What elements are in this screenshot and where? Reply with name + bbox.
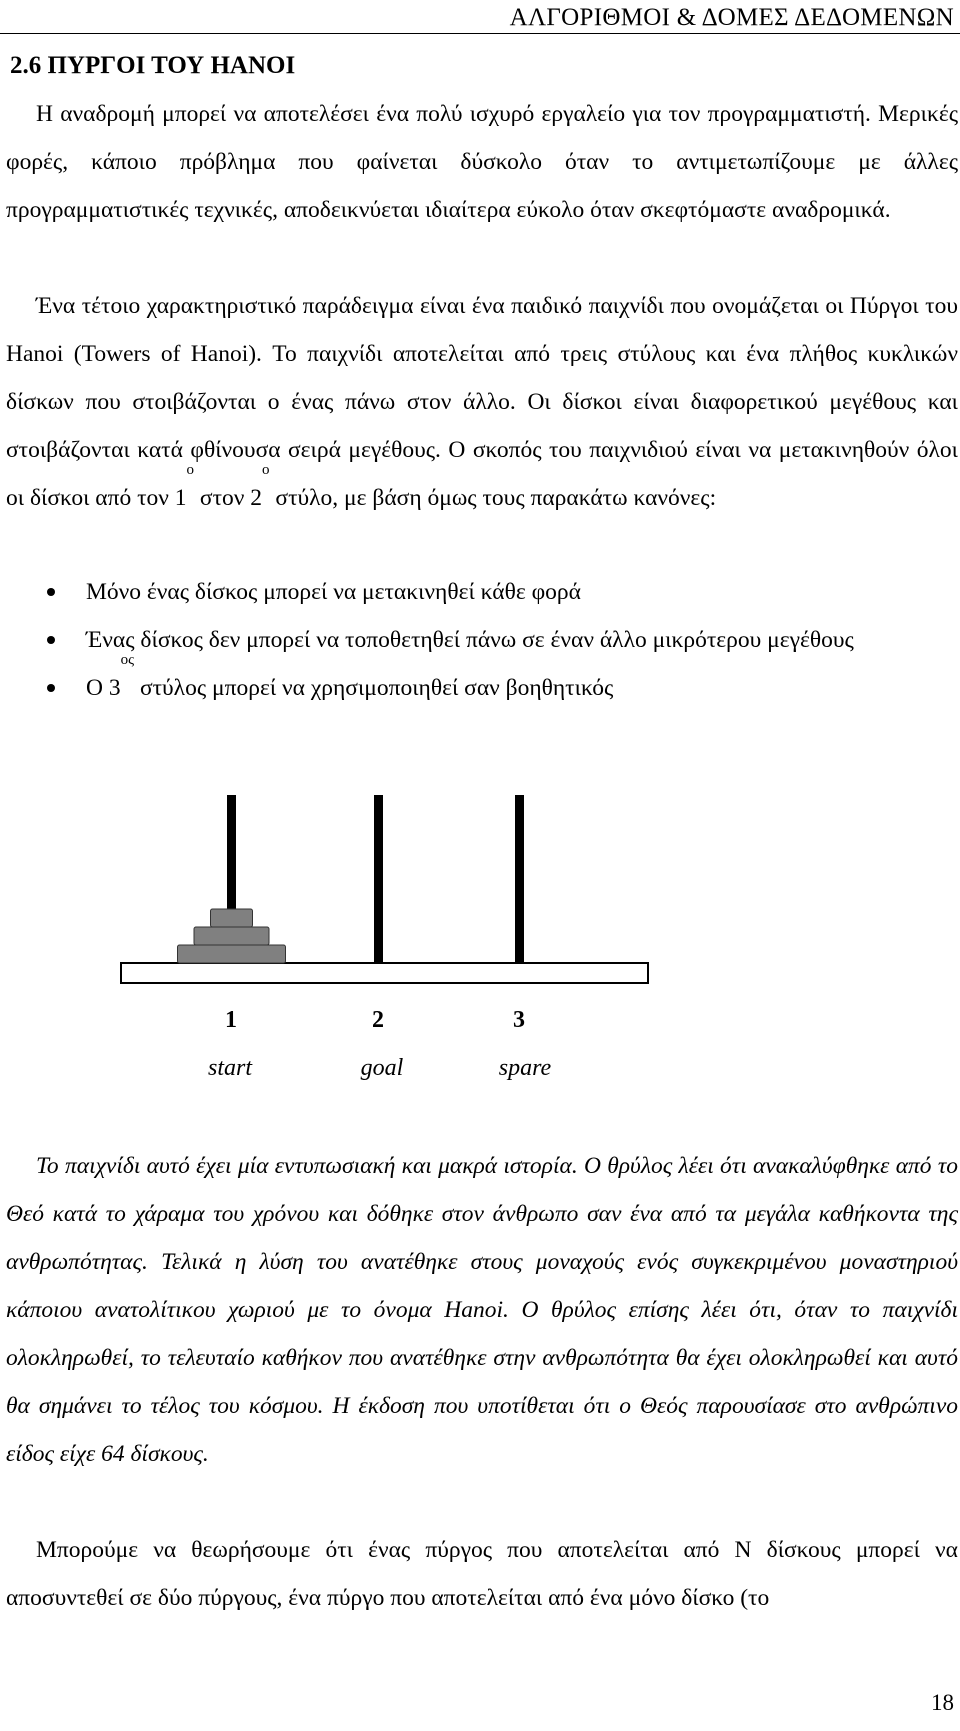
paragraph-game-description-text: στύλο, με βάση όμως τους παρακάτω κανόνες: xyxy=(269,485,717,511)
rule-text: στύλος μπορεί να χρησιμοποιηθεί σαν βοηθητικός xyxy=(134,675,614,701)
rule-item xyxy=(6,652,958,712)
bullet-icon xyxy=(47,636,55,644)
peg-number-2: 2 xyxy=(372,1007,384,1033)
ordinal-superscript: ο xyxy=(262,462,270,478)
towers-of-hanoi-figure xyxy=(0,780,960,1110)
paragraph-decomposition: Μπορούμε να θεωρήσουμε ότι ένας πύργος που αποτελείται από Ν δίσκους μπορεί να αποσυντεθεί σε δύο πύργους, ένα πύργο που αποτελείται από ένα μόνο δίσκο (το xyxy=(6,1537,958,1611)
paragraph-game-description-text: Ένα τέτοιο χαρακτηριστικό παράδειγμα είναι ένα παιδικό παιχνίδι που ονομάζεται οι Πύργοι του Hanoi (Towers of Hanoi). Το παιχνίδι αποτελείται από τρεις στύλους και ένα πλήθος κυκλικών δίσκων που στοιβάζονται ο ένας πάνω στον άλλο. Οι δίσκοι είναι διαφορετικού μεγέθους και στοιβάζονται κατά φθίνουσα σειρά μεγέθους. Ο σκοπός του παιχνιδιού είναι να μετακινηθούν όλοι οι δίσκοι από τον 1 xyxy=(6,293,958,511)
base-board xyxy=(121,963,648,983)
paragraph-game-description xyxy=(6,282,958,522)
rule-text: Μόνο ένας δίσκος μπορεί να μετακινηθεί κάθε φορά xyxy=(86,579,581,605)
peg-3 xyxy=(515,795,524,963)
disk-stack xyxy=(178,909,286,963)
rule-text: Ένας δίσκος δεν μπορεί να τοποθετηθεί πάνω σε έναν άλλο μικρότερου μεγέθους xyxy=(86,627,854,653)
bullet-icon xyxy=(47,684,55,692)
running-header: ΑΛΓΟΡΙΘΜΟΙ & ΔΟΜΕΣ ΔΕΔΟΜΕΝΩΝ xyxy=(509,4,954,31)
peg-2 xyxy=(374,795,383,963)
peg-number-1: 1 xyxy=(225,1007,237,1033)
paragraph-legend: Το παιχνίδι αυτό έχει μία εντυπωσιακή και μακρά ιστορία. Ο θρύλος λέει ότι ανακαλύφθηκε από το Θεό κατά το χάραμα του χρόνου και δόθηκε στον άνθρωπο σαν ένα από τα μεγάλα καθήκοντα της ανθρωπότητας. Τελικά η λύση του ανατέθηκε στους μοναχούς ενός συγκεκριμένου μοναστηριού κάποιου ανατολίτικου χωριού με το όνομα Hanoi. Ο θρύλος επίσης λέει ότι, όταν το παιχνίδι ολοκληρωθεί, το τελευταίο καθήκον που ανατέθηκε στην ανθρωπότητα θα έχει ολοκληρωθεί και αυτό θα σημάνει το τέλος του κόσμου. Η έκδοση που υποτίθεται ότι ο Θεός παρουσίασε στο ανθρώπινο είδος είχε 64 δίσκους. xyxy=(6,1153,958,1467)
paragraph-intro: Η αναδρομή μπορεί να αποτελέσει ένα πολύ ισχυρό εργαλείο για τον προγραμματιστή. Μερικές φορές, κάποιο πρόβλημα που φαίνεται δύσκολο όταν το αντιμετωπίζουμε με άλλες προγραμματιστικές τεχνικές, αποδεικνύεται ιδιαίτερα εύκολο όταν σκεφτόμαστε αναδρομικά. xyxy=(6,101,958,223)
rule-item xyxy=(6,568,958,616)
section-title: 2.6 ΠΥΡΓΟΙ ΤΟΥ ΗΑΝΟΙ xyxy=(10,52,296,79)
disk-1 xyxy=(178,945,286,963)
header-rule xyxy=(0,33,960,34)
ordinal-superscript: ο xyxy=(186,462,195,478)
ordinal-superscript: ος xyxy=(120,652,135,668)
paragraph-game-description-text: στον 2 xyxy=(194,485,263,511)
disk-2 xyxy=(194,927,269,945)
rule-item xyxy=(6,616,958,664)
peg-role-goal: goal xyxy=(360,1055,404,1081)
rule-text: Ο 3 xyxy=(86,675,121,701)
rules-list xyxy=(6,568,958,712)
peg-role-spare: spare xyxy=(498,1055,552,1081)
page-number: 18 xyxy=(931,1690,954,1715)
towers-diagram xyxy=(0,780,960,1000)
bullet-icon xyxy=(47,588,55,596)
peg-number-3: 3 xyxy=(513,1007,525,1033)
peg-role-start: start xyxy=(207,1055,252,1081)
disk-3 xyxy=(211,909,253,927)
